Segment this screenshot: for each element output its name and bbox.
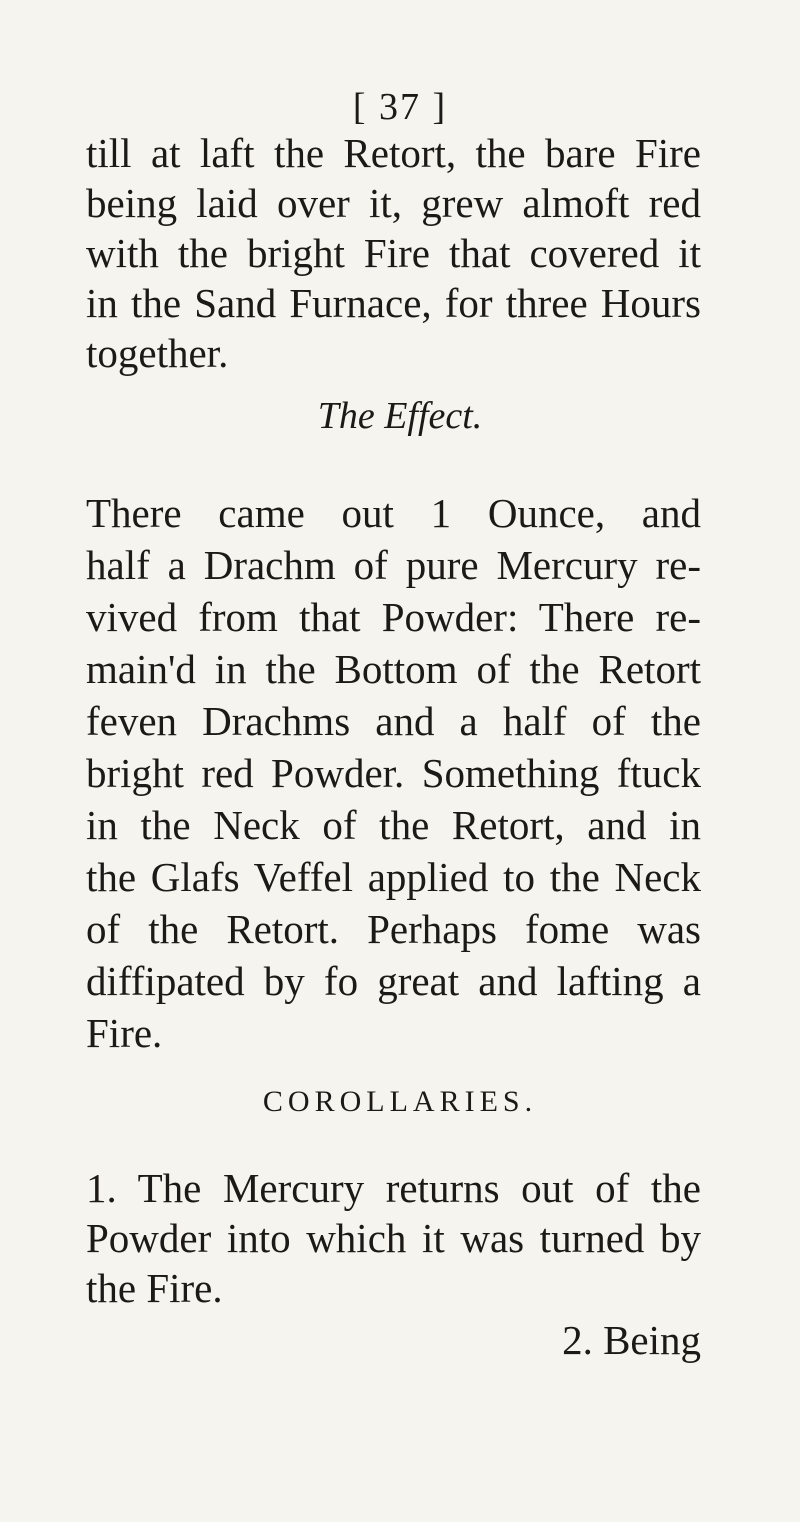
text-line: 1. The Mercury returns out of the (86, 1165, 701, 1211)
text-line: There came out 1 Ounce, and (86, 490, 701, 536)
text-line: diffipated by fo great and lafting a (86, 958, 701, 1004)
text-line: feven Drachms and a half of the (86, 698, 701, 744)
page-number-header: [ 37 ] (352, 86, 448, 128)
text-line: the Glafs Veffel applied to the Neck (86, 854, 701, 900)
section-heading-effect: The Effect. (317, 395, 483, 437)
text-line: the Fire. (86, 1265, 223, 1311)
catchword: 2. Being (562, 1317, 701, 1363)
text-line: Fire. (86, 1010, 163, 1056)
text-line: in the Sand Furnace, for three Hours (86, 280, 701, 326)
text-line: till at laft the Retort, the bare Fire (86, 130, 701, 176)
text-line: half a Drachm of pure Mercury re- (86, 542, 701, 588)
text-line: of the Retort. Perhaps fome was (86, 906, 701, 952)
section-heading-corollaries: COROLLARIES. (262, 1085, 538, 1118)
text-line: main'd in the Bottom of the Retort (86, 646, 701, 692)
text-line: vived from that Powder: There re- (86, 594, 701, 640)
text-line: bright red Powder. Something ftuck (86, 750, 701, 796)
text-line: with the bright Fire that covered it (86, 230, 701, 276)
text-line: being laid over it, grew almoft red (86, 180, 701, 226)
text-line: together. (86, 330, 229, 376)
text-line: Powder into which it was turned by (86, 1215, 701, 1261)
text-line: in the Neck of the Retort, and in (86, 802, 701, 848)
